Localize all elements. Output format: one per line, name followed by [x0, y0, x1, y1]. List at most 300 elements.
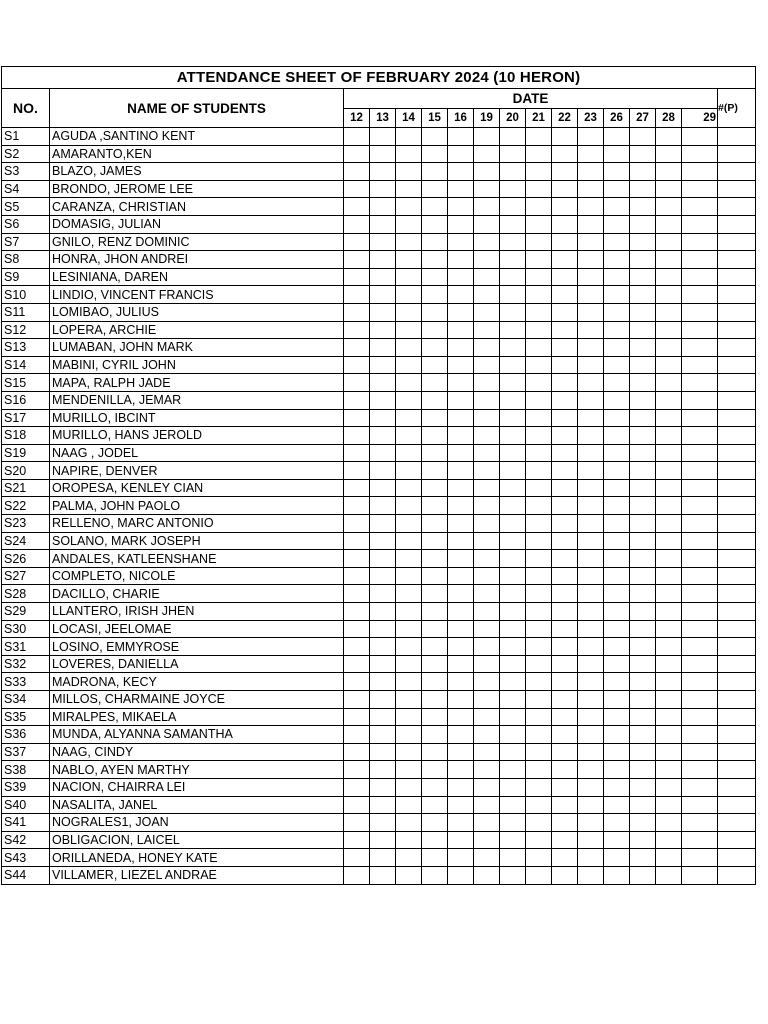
attendance-cell[interactable]	[448, 462, 474, 480]
attendance-cell[interactable]	[370, 866, 396, 884]
attendance-cell[interactable]	[422, 180, 448, 198]
attendance-cell[interactable]	[500, 233, 526, 251]
attendance-cell[interactable]	[682, 163, 718, 181]
attendance-cell[interactable]	[526, 831, 552, 849]
attendance-cell[interactable]	[370, 585, 396, 603]
attendance-cell[interactable]	[630, 743, 656, 761]
attendance-cell[interactable]	[448, 849, 474, 867]
attendance-cell[interactable]	[396, 620, 422, 638]
attendance-cell[interactable]	[526, 550, 552, 568]
attendance-cell[interactable]	[578, 550, 604, 568]
present-count-cell[interactable]	[718, 532, 756, 550]
attendance-cell[interactable]	[578, 796, 604, 814]
attendance-cell[interactable]	[422, 726, 448, 744]
attendance-cell[interactable]	[604, 532, 630, 550]
attendance-cell[interactable]	[578, 691, 604, 709]
attendance-cell[interactable]	[344, 726, 370, 744]
attendance-cell[interactable]	[578, 479, 604, 497]
attendance-cell[interactable]	[344, 409, 370, 427]
attendance-cell[interactable]	[578, 286, 604, 304]
attendance-cell[interactable]	[422, 603, 448, 621]
attendance-cell[interactable]	[682, 268, 718, 286]
attendance-cell[interactable]	[344, 603, 370, 621]
attendance-cell[interactable]	[448, 532, 474, 550]
attendance-cell[interactable]	[656, 866, 682, 884]
attendance-cell[interactable]	[526, 286, 552, 304]
present-count-cell[interactable]	[718, 849, 756, 867]
attendance-cell[interactable]	[422, 409, 448, 427]
attendance-cell[interactable]	[500, 796, 526, 814]
attendance-cell[interactable]	[474, 620, 500, 638]
present-count-cell[interactable]	[718, 796, 756, 814]
attendance-cell[interactable]	[344, 198, 370, 216]
attendance-cell[interactable]	[422, 831, 448, 849]
attendance-cell[interactable]	[396, 444, 422, 462]
attendance-cell[interactable]	[448, 427, 474, 445]
attendance-cell[interactable]	[422, 814, 448, 832]
attendance-cell[interactable]	[500, 831, 526, 849]
attendance-cell[interactable]	[682, 673, 718, 691]
present-count-cell[interactable]	[718, 198, 756, 216]
attendance-cell[interactable]	[604, 673, 630, 691]
attendance-cell[interactable]	[344, 339, 370, 357]
attendance-cell[interactable]	[682, 128, 718, 146]
attendance-cell[interactable]	[396, 462, 422, 480]
attendance-cell[interactable]	[396, 427, 422, 445]
attendance-cell[interactable]	[604, 814, 630, 832]
present-count-cell[interactable]	[718, 673, 756, 691]
attendance-cell[interactable]	[474, 374, 500, 392]
attendance-cell[interactable]	[474, 831, 500, 849]
attendance-cell[interactable]	[448, 638, 474, 656]
attendance-cell[interactable]	[396, 163, 422, 181]
attendance-cell[interactable]	[682, 515, 718, 533]
attendance-cell[interactable]	[526, 374, 552, 392]
attendance-cell[interactable]	[396, 180, 422, 198]
attendance-cell[interactable]	[604, 726, 630, 744]
attendance-cell[interactable]	[396, 567, 422, 585]
attendance-cell[interactable]	[552, 339, 578, 357]
attendance-cell[interactable]	[604, 603, 630, 621]
attendance-cell[interactable]	[682, 198, 718, 216]
attendance-cell[interactable]	[500, 163, 526, 181]
attendance-cell[interactable]	[526, 339, 552, 357]
attendance-cell[interactable]	[656, 303, 682, 321]
attendance-cell[interactable]	[578, 761, 604, 779]
attendance-cell[interactable]	[526, 778, 552, 796]
attendance-cell[interactable]	[604, 550, 630, 568]
attendance-cell[interactable]	[604, 303, 630, 321]
attendance-cell[interactable]	[526, 409, 552, 427]
attendance-cell[interactable]	[552, 866, 578, 884]
attendance-cell[interactable]	[448, 444, 474, 462]
attendance-cell[interactable]	[578, 391, 604, 409]
attendance-cell[interactable]	[578, 831, 604, 849]
attendance-cell[interactable]	[370, 620, 396, 638]
attendance-cell[interactable]	[500, 849, 526, 867]
attendance-cell[interactable]	[500, 638, 526, 656]
attendance-cell[interactable]	[656, 128, 682, 146]
attendance-cell[interactable]	[682, 479, 718, 497]
attendance-cell[interactable]	[396, 849, 422, 867]
present-count-cell[interactable]	[718, 462, 756, 480]
attendance-cell[interactable]	[344, 655, 370, 673]
present-count-cell[interactable]	[718, 866, 756, 884]
attendance-cell[interactable]	[396, 814, 422, 832]
attendance-cell[interactable]	[682, 497, 718, 515]
attendance-cell[interactable]	[396, 866, 422, 884]
attendance-cell[interactable]	[552, 673, 578, 691]
attendance-cell[interactable]	[422, 233, 448, 251]
attendance-cell[interactable]	[344, 550, 370, 568]
attendance-cell[interactable]	[344, 497, 370, 515]
attendance-cell[interactable]	[370, 268, 396, 286]
attendance-cell[interactable]	[552, 849, 578, 867]
present-count-cell[interactable]	[718, 585, 756, 603]
attendance-cell[interactable]	[682, 743, 718, 761]
attendance-cell[interactable]	[370, 251, 396, 269]
attendance-cell[interactable]	[630, 778, 656, 796]
attendance-cell[interactable]	[474, 550, 500, 568]
attendance-cell[interactable]	[552, 303, 578, 321]
attendance-cell[interactable]	[370, 374, 396, 392]
attendance-cell[interactable]	[682, 620, 718, 638]
attendance-cell[interactable]	[656, 374, 682, 392]
attendance-cell[interactable]	[526, 743, 552, 761]
attendance-cell[interactable]	[526, 145, 552, 163]
present-count-cell[interactable]	[718, 427, 756, 445]
attendance-cell[interactable]	[656, 427, 682, 445]
present-count-cell[interactable]	[718, 479, 756, 497]
attendance-cell[interactable]	[630, 321, 656, 339]
attendance-cell[interactable]	[422, 743, 448, 761]
attendance-cell[interactable]	[552, 268, 578, 286]
attendance-cell[interactable]	[500, 708, 526, 726]
attendance-cell[interactable]	[630, 233, 656, 251]
attendance-cell[interactable]	[630, 567, 656, 585]
present-count-cell[interactable]	[718, 497, 756, 515]
attendance-cell[interactable]	[474, 356, 500, 374]
present-count-cell[interactable]	[718, 691, 756, 709]
attendance-cell[interactable]	[344, 356, 370, 374]
attendance-cell[interactable]	[526, 796, 552, 814]
attendance-cell[interactable]	[474, 215, 500, 233]
attendance-cell[interactable]	[422, 866, 448, 884]
attendance-cell[interactable]	[526, 479, 552, 497]
attendance-cell[interactable]	[630, 550, 656, 568]
attendance-cell[interactable]	[344, 673, 370, 691]
attendance-cell[interactable]	[552, 145, 578, 163]
attendance-cell[interactable]	[682, 374, 718, 392]
attendance-cell[interactable]	[578, 726, 604, 744]
attendance-cell[interactable]	[526, 726, 552, 744]
attendance-cell[interactable]	[656, 515, 682, 533]
attendance-cell[interactable]	[422, 251, 448, 269]
attendance-cell[interactable]	[370, 303, 396, 321]
present-count-cell[interactable]	[718, 145, 756, 163]
attendance-cell[interactable]	[500, 550, 526, 568]
attendance-cell[interactable]	[656, 180, 682, 198]
attendance-cell[interactable]	[604, 163, 630, 181]
attendance-cell[interactable]	[578, 497, 604, 515]
attendance-cell[interactable]	[578, 743, 604, 761]
attendance-cell[interactable]	[474, 233, 500, 251]
attendance-cell[interactable]	[448, 708, 474, 726]
attendance-cell[interactable]	[344, 268, 370, 286]
attendance-cell[interactable]	[344, 515, 370, 533]
present-count-cell[interactable]	[718, 726, 756, 744]
attendance-cell[interactable]	[500, 532, 526, 550]
attendance-cell[interactable]	[448, 497, 474, 515]
attendance-cell[interactable]	[526, 691, 552, 709]
attendance-cell[interactable]	[682, 180, 718, 198]
attendance-cell[interactable]	[604, 391, 630, 409]
attendance-cell[interactable]	[396, 691, 422, 709]
attendance-cell[interactable]	[656, 532, 682, 550]
attendance-cell[interactable]	[578, 128, 604, 146]
attendance-cell[interactable]	[500, 374, 526, 392]
attendance-cell[interactable]	[422, 849, 448, 867]
attendance-cell[interactable]	[682, 778, 718, 796]
attendance-cell[interactable]	[422, 778, 448, 796]
attendance-cell[interactable]	[474, 180, 500, 198]
attendance-cell[interactable]	[500, 268, 526, 286]
attendance-cell[interactable]	[578, 180, 604, 198]
attendance-cell[interactable]	[396, 585, 422, 603]
attendance-cell[interactable]	[370, 655, 396, 673]
attendance-cell[interactable]	[578, 356, 604, 374]
attendance-cell[interactable]	[344, 761, 370, 779]
attendance-cell[interactable]	[656, 726, 682, 744]
attendance-cell[interactable]	[422, 585, 448, 603]
attendance-cell[interactable]	[630, 673, 656, 691]
attendance-cell[interactable]	[526, 585, 552, 603]
present-count-cell[interactable]	[718, 215, 756, 233]
attendance-cell[interactable]	[422, 145, 448, 163]
attendance-cell[interactable]	[630, 603, 656, 621]
attendance-cell[interactable]	[578, 268, 604, 286]
attendance-cell[interactable]	[682, 462, 718, 480]
attendance-cell[interactable]	[578, 567, 604, 585]
attendance-cell[interactable]	[422, 163, 448, 181]
attendance-cell[interactable]	[656, 356, 682, 374]
attendance-cell[interactable]	[526, 708, 552, 726]
attendance-cell[interactable]	[604, 479, 630, 497]
attendance-cell[interactable]	[526, 303, 552, 321]
attendance-cell[interactable]	[422, 356, 448, 374]
attendance-cell[interactable]	[656, 603, 682, 621]
attendance-cell[interactable]	[448, 286, 474, 304]
attendance-cell[interactable]	[448, 356, 474, 374]
attendance-cell[interactable]	[526, 849, 552, 867]
present-count-cell[interactable]	[718, 233, 756, 251]
attendance-cell[interactable]	[526, 268, 552, 286]
attendance-cell[interactable]	[604, 339, 630, 357]
attendance-cell[interactable]	[370, 814, 396, 832]
attendance-cell[interactable]	[552, 391, 578, 409]
present-count-cell[interactable]	[718, 374, 756, 392]
attendance-cell[interactable]	[656, 163, 682, 181]
attendance-cell[interactable]	[344, 567, 370, 585]
attendance-cell[interactable]	[630, 585, 656, 603]
attendance-cell[interactable]	[526, 761, 552, 779]
attendance-cell[interactable]	[344, 778, 370, 796]
attendance-cell[interactable]	[656, 497, 682, 515]
attendance-cell[interactable]	[656, 479, 682, 497]
attendance-cell[interactable]	[656, 145, 682, 163]
attendance-cell[interactable]	[552, 286, 578, 304]
attendance-cell[interactable]	[396, 128, 422, 146]
attendance-cell[interactable]	[448, 515, 474, 533]
attendance-cell[interactable]	[682, 638, 718, 656]
present-count-cell[interactable]	[718, 814, 756, 832]
attendance-cell[interactable]	[448, 163, 474, 181]
attendance-cell[interactable]	[448, 303, 474, 321]
attendance-cell[interactable]	[422, 268, 448, 286]
attendance-cell[interactable]	[682, 603, 718, 621]
attendance-cell[interactable]	[656, 620, 682, 638]
attendance-cell[interactable]	[526, 497, 552, 515]
attendance-cell[interactable]	[448, 409, 474, 427]
attendance-cell[interactable]	[474, 251, 500, 269]
attendance-cell[interactable]	[396, 215, 422, 233]
attendance-cell[interactable]	[552, 497, 578, 515]
attendance-cell[interactable]	[344, 145, 370, 163]
attendance-cell[interactable]	[656, 462, 682, 480]
attendance-cell[interactable]	[682, 251, 718, 269]
present-count-cell[interactable]	[718, 391, 756, 409]
attendance-cell[interactable]	[604, 427, 630, 445]
attendance-cell[interactable]	[422, 374, 448, 392]
attendance-cell[interactable]	[552, 585, 578, 603]
attendance-cell[interactable]	[682, 286, 718, 304]
attendance-cell[interactable]	[500, 778, 526, 796]
attendance-cell[interactable]	[500, 215, 526, 233]
attendance-cell[interactable]	[682, 233, 718, 251]
present-count-cell[interactable]	[718, 831, 756, 849]
attendance-cell[interactable]	[474, 726, 500, 744]
attendance-cell[interactable]	[396, 796, 422, 814]
attendance-cell[interactable]	[344, 462, 370, 480]
attendance-cell[interactable]	[474, 708, 500, 726]
attendance-cell[interactable]	[500, 251, 526, 269]
attendance-cell[interactable]	[396, 303, 422, 321]
attendance-cell[interactable]	[526, 128, 552, 146]
attendance-cell[interactable]	[604, 515, 630, 533]
attendance-cell[interactable]	[370, 849, 396, 867]
attendance-cell[interactable]	[656, 743, 682, 761]
attendance-cell[interactable]	[474, 638, 500, 656]
present-count-cell[interactable]	[718, 303, 756, 321]
attendance-cell[interactable]	[604, 409, 630, 427]
attendance-cell[interactable]	[578, 145, 604, 163]
attendance-cell[interactable]	[656, 708, 682, 726]
attendance-cell[interactable]	[370, 532, 396, 550]
attendance-cell[interactable]	[630, 303, 656, 321]
attendance-cell[interactable]	[526, 198, 552, 216]
attendance-cell[interactable]	[500, 391, 526, 409]
attendance-cell[interactable]	[500, 409, 526, 427]
attendance-cell[interactable]	[578, 444, 604, 462]
attendance-cell[interactable]	[526, 321, 552, 339]
attendance-cell[interactable]	[552, 726, 578, 744]
attendance-cell[interactable]	[604, 655, 630, 673]
attendance-cell[interactable]	[396, 409, 422, 427]
attendance-cell[interactable]	[370, 356, 396, 374]
attendance-cell[interactable]	[396, 479, 422, 497]
present-count-cell[interactable]	[718, 409, 756, 427]
attendance-cell[interactable]	[370, 128, 396, 146]
attendance-cell[interactable]	[500, 673, 526, 691]
attendance-cell[interactable]	[500, 145, 526, 163]
attendance-cell[interactable]	[656, 638, 682, 656]
attendance-cell[interactable]	[370, 691, 396, 709]
attendance-cell[interactable]	[448, 215, 474, 233]
attendance-cell[interactable]	[656, 286, 682, 304]
attendance-cell[interactable]	[474, 479, 500, 497]
attendance-cell[interactable]	[682, 708, 718, 726]
attendance-cell[interactable]	[682, 356, 718, 374]
attendance-cell[interactable]	[500, 479, 526, 497]
attendance-cell[interactable]	[526, 515, 552, 533]
attendance-cell[interactable]	[604, 356, 630, 374]
attendance-cell[interactable]	[370, 831, 396, 849]
attendance-cell[interactable]	[630, 163, 656, 181]
attendance-cell[interactable]	[578, 233, 604, 251]
attendance-cell[interactable]	[682, 849, 718, 867]
attendance-cell[interactable]	[552, 427, 578, 445]
attendance-cell[interactable]	[578, 585, 604, 603]
attendance-cell[interactable]	[604, 567, 630, 585]
attendance-cell[interactable]	[630, 708, 656, 726]
attendance-cell[interactable]	[370, 638, 396, 656]
attendance-cell[interactable]	[448, 567, 474, 585]
attendance-cell[interactable]	[552, 814, 578, 832]
attendance-cell[interactable]	[604, 145, 630, 163]
attendance-cell[interactable]	[396, 497, 422, 515]
attendance-cell[interactable]	[370, 444, 396, 462]
attendance-cell[interactable]	[448, 198, 474, 216]
attendance-cell[interactable]	[370, 286, 396, 304]
attendance-cell[interactable]	[448, 778, 474, 796]
attendance-cell[interactable]	[474, 814, 500, 832]
attendance-cell[interactable]	[396, 831, 422, 849]
attendance-cell[interactable]	[500, 198, 526, 216]
attendance-cell[interactable]	[344, 743, 370, 761]
attendance-cell[interactable]	[344, 796, 370, 814]
attendance-cell[interactable]	[370, 515, 396, 533]
attendance-cell[interactable]	[578, 215, 604, 233]
attendance-cell[interactable]	[552, 128, 578, 146]
attendance-cell[interactable]	[474, 303, 500, 321]
attendance-cell[interactable]	[344, 691, 370, 709]
attendance-cell[interactable]	[422, 673, 448, 691]
present-count-cell[interactable]	[718, 743, 756, 761]
attendance-cell[interactable]	[630, 866, 656, 884]
attendance-cell[interactable]	[526, 655, 552, 673]
attendance-cell[interactable]	[396, 603, 422, 621]
attendance-cell[interactable]	[474, 655, 500, 673]
attendance-cell[interactable]	[630, 339, 656, 357]
attendance-cell[interactable]	[422, 303, 448, 321]
attendance-cell[interactable]	[370, 479, 396, 497]
attendance-cell[interactable]	[526, 866, 552, 884]
attendance-cell[interactable]	[630, 849, 656, 867]
attendance-cell[interactable]	[682, 391, 718, 409]
attendance-cell[interactable]	[526, 638, 552, 656]
attendance-cell[interactable]	[474, 198, 500, 216]
attendance-cell[interactable]	[604, 849, 630, 867]
